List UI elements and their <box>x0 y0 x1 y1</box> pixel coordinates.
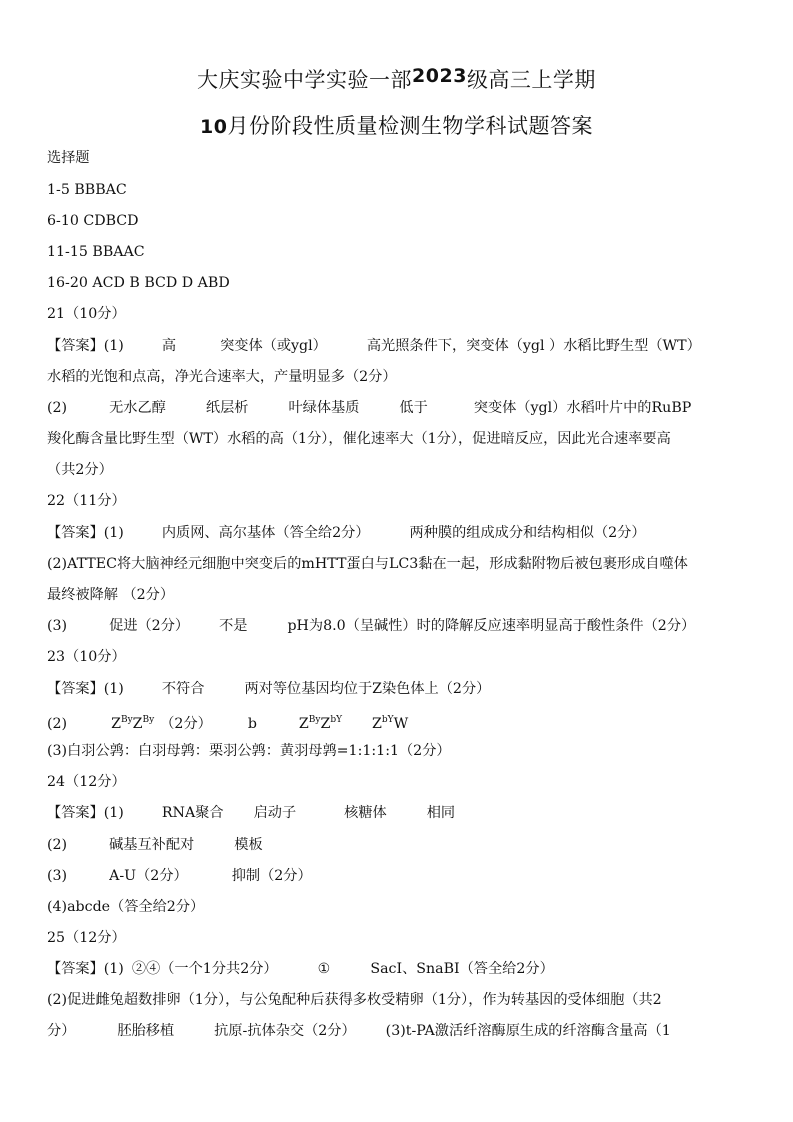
answer-part: 核糖体 <box>344 805 387 821</box>
answer-prefix: 【答案】(1) <box>47 681 124 697</box>
genotype-z: Z <box>372 716 382 732</box>
q24-answer-2 <box>47 835 767 855</box>
q24-answer-1 <box>47 803 767 823</box>
answer-part: 不是 <box>219 618 248 634</box>
answer-prefix: (2) <box>47 716 68 732</box>
q21-answer-2-cont: （共2分） <box>47 462 113 478</box>
answer-prefix: 【答案】(1) <box>47 525 124 541</box>
answer-part: 叶绿体基质 <box>288 400 360 416</box>
answer-prefix: 【答案】(1) <box>47 338 124 354</box>
q23-heading: 23（10分） <box>47 649 126 665</box>
answer-part: 促进（2分） <box>109 618 190 634</box>
answer-part: 高光照条件下，突变体（ygl ）水稻比野生型（WT） <box>366 338 701 354</box>
q21-heading: 21（10分） <box>47 306 126 322</box>
q21-answer-1 <box>47 336 767 356</box>
answer-part: 两种膜的组成成分和结构相似（2分） <box>409 525 646 541</box>
q24-answer-3 <box>47 866 767 886</box>
q21-answer-2 <box>47 398 767 418</box>
page-title-line1 <box>0 64 793 94</box>
answer-part: ① <box>317 961 331 977</box>
genotype-z: Z <box>298 716 309 732</box>
genotype-z: Z <box>320 716 331 732</box>
q23-answer-2 <box>47 710 767 734</box>
section-heading-mc: 选择题 <box>47 150 90 166</box>
q23-answer-1 <box>47 679 767 699</box>
q25-answer-2-cont <box>47 1021 767 1041</box>
q21-answer-2-cont: 羧化酶含量比野生型（WT）水稻的高（1分），催化速率大（1分），促进暗反应，因此光合速率要高 <box>47 431 671 447</box>
page-title-line2 <box>0 110 793 140</box>
q22-answer-2-cont: 最终被降解 （2分） <box>47 587 175 603</box>
genotype-sup: By <box>142 715 155 725</box>
mc-answer-row: 11-15 BBAAC <box>47 244 145 260</box>
answer-part: 模板 <box>234 837 263 853</box>
answer-part: pH为8.0（呈碱性）时的降解反应速率明显高于酸性条件（2分） <box>287 618 696 634</box>
genotype-z: Z <box>111 716 121 732</box>
title-line1-suffix: 级高三上学期 <box>466 68 596 92</box>
mc-answer-row: 1-5 BBBAC <box>47 182 127 198</box>
answer-part: 低于 <box>399 400 428 416</box>
answer-part: 启动子 <box>253 805 297 821</box>
title-line2-suffix: 月份阶段性质量检测生物学科试题答案 <box>227 114 593 138</box>
q22-heading: 22（11分） <box>47 493 126 509</box>
answer-part: 抗原-抗体杂交（2分） <box>214 1023 356 1039</box>
answer-part: 无水乙醇 <box>109 400 166 416</box>
q23-answer-3: (3)白羽公鹑：白羽母鹑：栗羽公鹑：黄羽母鹑=1:1:1:1（2分） <box>47 743 451 759</box>
answer-prefix: 【答案】(1) <box>47 961 124 977</box>
answer-prefix: 【答案】(1) <box>47 805 124 821</box>
answer-part: SacⅠ、SnaBⅠ（答全给2分） <box>370 961 554 977</box>
title-line1-prefix: 大庆实验中学实验一部 <box>197 68 413 92</box>
title-month: 10 <box>200 116 228 138</box>
answer-part: b <box>247 716 257 732</box>
q22-answer-1 <box>47 523 767 543</box>
answer-prefix: (2) <box>47 400 68 416</box>
answer-part: 突变体（或ygl） <box>220 338 327 354</box>
q22-answer-3 <box>47 616 767 636</box>
q25-answer-1 <box>47 959 767 979</box>
answer-part: RNA聚合 <box>161 805 224 821</box>
answer-part: A-U（2分） <box>109 868 188 884</box>
answer-prefix: (2) <box>47 837 68 853</box>
q25-heading: 25（12分） <box>47 930 126 946</box>
answer-part: 两对等位基因均位于Z染色体上（2分） <box>244 681 491 697</box>
answer-part: 高 <box>161 338 177 354</box>
q22-answer-2: (2)ATTEC将大脑神经元细胞中突变后的mHTT蛋白与LC3黏在一起，形成黏附物后被包裹形成自噬体 <box>47 556 688 572</box>
answer-part: 碱基互补配对 <box>109 837 195 853</box>
q24-answer-4: (4)abcde（答全给2分） <box>47 899 205 915</box>
mc-answer-row: 6-10 CDBCD <box>47 213 139 229</box>
answer-part: 相同 <box>426 805 456 821</box>
genotype-sup: bY <box>381 715 394 725</box>
answer-part: 内质网、高尔基体（答全给2分） <box>161 525 370 541</box>
genotype-w: W <box>393 716 409 732</box>
mc-answer-row: 16-20 ACD B BCD D ABD <box>47 275 230 291</box>
genotype-sup: By <box>308 715 321 725</box>
answer-prefix: (3) <box>47 868 68 884</box>
answer-part: 不符合 <box>161 681 205 697</box>
genotype-sup: bY <box>330 715 343 725</box>
genotype-sup: By <box>120 715 133 725</box>
answer-part: 抑制（2分） <box>231 868 312 884</box>
answer-part: ②④（一个1分共2分） <box>131 961 278 977</box>
q25-answer-2: (2)促进雌兔超数排卵（1分），与公兔配种后获得多枚受精卵（1分），作为转基因的受体细胞（共2 <box>47 992 662 1008</box>
genotype-z: Z <box>132 716 143 732</box>
answer-part: 分） <box>47 1023 76 1039</box>
q21-answer-1-cont: 水稻的光饱和点高，净光合速率大，产量明显多（2分） <box>47 369 397 385</box>
title-year: 2023 <box>412 65 467 87</box>
q24-heading: 24（12分） <box>47 774 126 790</box>
answer-part: 突变体（ygl）水稻叶片中的RuBP <box>473 400 692 416</box>
answer-prefix: (3) <box>47 618 68 634</box>
answer-part: (3)t-PA激活纤溶酶原生成的纤溶酶含量高（1 <box>385 1023 671 1039</box>
answer-part: （2分） <box>160 716 212 732</box>
answer-part: 胚胎移植 <box>117 1023 175 1039</box>
answer-part: 纸层析 <box>205 400 249 416</box>
